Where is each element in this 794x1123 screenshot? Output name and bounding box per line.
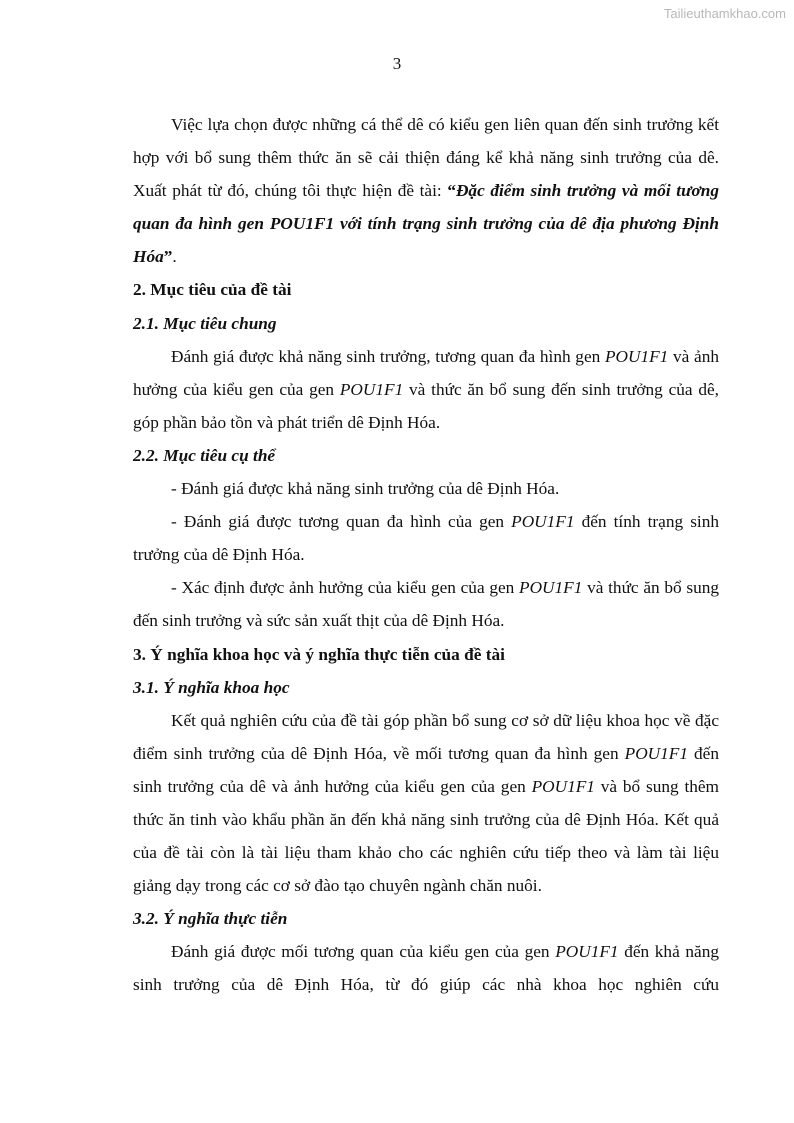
thesis-title: Đặc điểm sinh trưởng và mối tương quan đa hình gen POU1F1 với tính trạng sinh trưởng của dê địa phương Định Hóa [133, 181, 719, 267]
text: và thức ăn bổ sung đến sinh trưởng và sức sản xuất thịt của dê Định Hóa. [133, 578, 719, 631]
section-3-1-heading: 3.1. Ý nghĩa khoa học [133, 677, 290, 697]
gene-name: POU1F1 [511, 512, 575, 532]
section-2-1-paragraph [133, 340, 719, 439]
section-2-heading: 2. Mục tiêu của đề tài [133, 280, 292, 300]
document-body [133, 108, 719, 1002]
gene-name: POU1F1 [604, 346, 669, 366]
text: đến khả năng sinh trưởng của dê Định Hóa, từ đó giúp các nhà khoa học nghiên cứu [133, 942, 719, 995]
text: và ảnh hưởng của kiểu gen của gen [133, 346, 719, 399]
page-number: 3 [392, 54, 402, 73]
text: - Đánh giá được tương quan đa hình của gen [171, 512, 512, 532]
text: Kết quả nghiên cứu của đề tài góp phần bổ sung cơ sở dữ liệu khoa học về đặc điểm sinh trưởng của dê Định Hóa, về mối tương quan đa hình gen [133, 710, 719, 763]
text: Đánh giá được mối tương quan của kiểu gen của gen [171, 942, 556, 962]
section-3-2-paragraph [133, 935, 719, 1001]
objective-item-2 [133, 505, 719, 571]
intro-end: . [172, 247, 177, 267]
gene-name: POU1F1 [339, 379, 404, 399]
quote-close: ” [163, 247, 173, 267]
gene-name: POU1F1 [624, 743, 688, 763]
section-2-1-heading: 2.1. Mục tiêu chung [133, 313, 277, 333]
intro-text: Việc lựa chọn được những cá thể dê có kiểu gen liên quan đến sinh trưởng kết hợp với bổ sung thêm thức ăn sẽ cải thiện đáng kể khả năng sinh trưởng của dê. Xuất phát từ đó, chúng tôi thực hiện đề tài: [133, 115, 719, 201]
text: - Xác định được ảnh hưởng của kiểu gen của gen [171, 578, 520, 598]
objective-item-1: - Đánh giá được khả năng sinh trưởng của dê Định Hóa. [171, 479, 560, 499]
text: và bổ sung thêm thức ăn tinh vào khẩu phần ăn đến khả năng sinh trưởng của dê Định Hóa. Kết quả của đề tài còn là tài liệu tham khảo cho các nghiên cứu tiếp theo và làm tài liệu giảng dạy trong các cơ sở đào tạo chuyên ngành chăn nuôi. [133, 776, 720, 896]
watermark: Tailieuthamkhao.com [663, 6, 786, 21]
section-3-2-heading: 3.2. Ý nghĩa thực tiễn [133, 909, 288, 929]
text: đến tính trạng sinh trưởng của dê Định Hóa. [133, 512, 719, 565]
intro-paragraph [133, 108, 719, 273]
section-2-2-heading: 2.2. Mục tiêu cụ thể [133, 445, 276, 465]
text: và thức ăn bổ sung đến sinh trưởng của dê, góp phần bảo tồn và phát triển dê Định Hóa. [133, 379, 720, 432]
gene-name: POU1F1 [519, 578, 583, 598]
section-3-1-paragraph [133, 704, 719, 903]
quote-open: “ [447, 181, 456, 201]
text: đến sinh trưởng của dê và ảnh hưởng của kiểu gen của gen [133, 743, 719, 796]
text: Đánh giá được khả năng sinh trưởng, tương quan đa hình gen [171, 346, 605, 366]
gene-name: POU1F1 [555, 942, 619, 962]
gene-name: POU1F1 [531, 776, 595, 796]
objective-item-3 [133, 571, 719, 637]
section-3-heading: 3. Ý nghĩa khoa học và ý nghĩa thực tiễn của đề tài [133, 644, 505, 664]
